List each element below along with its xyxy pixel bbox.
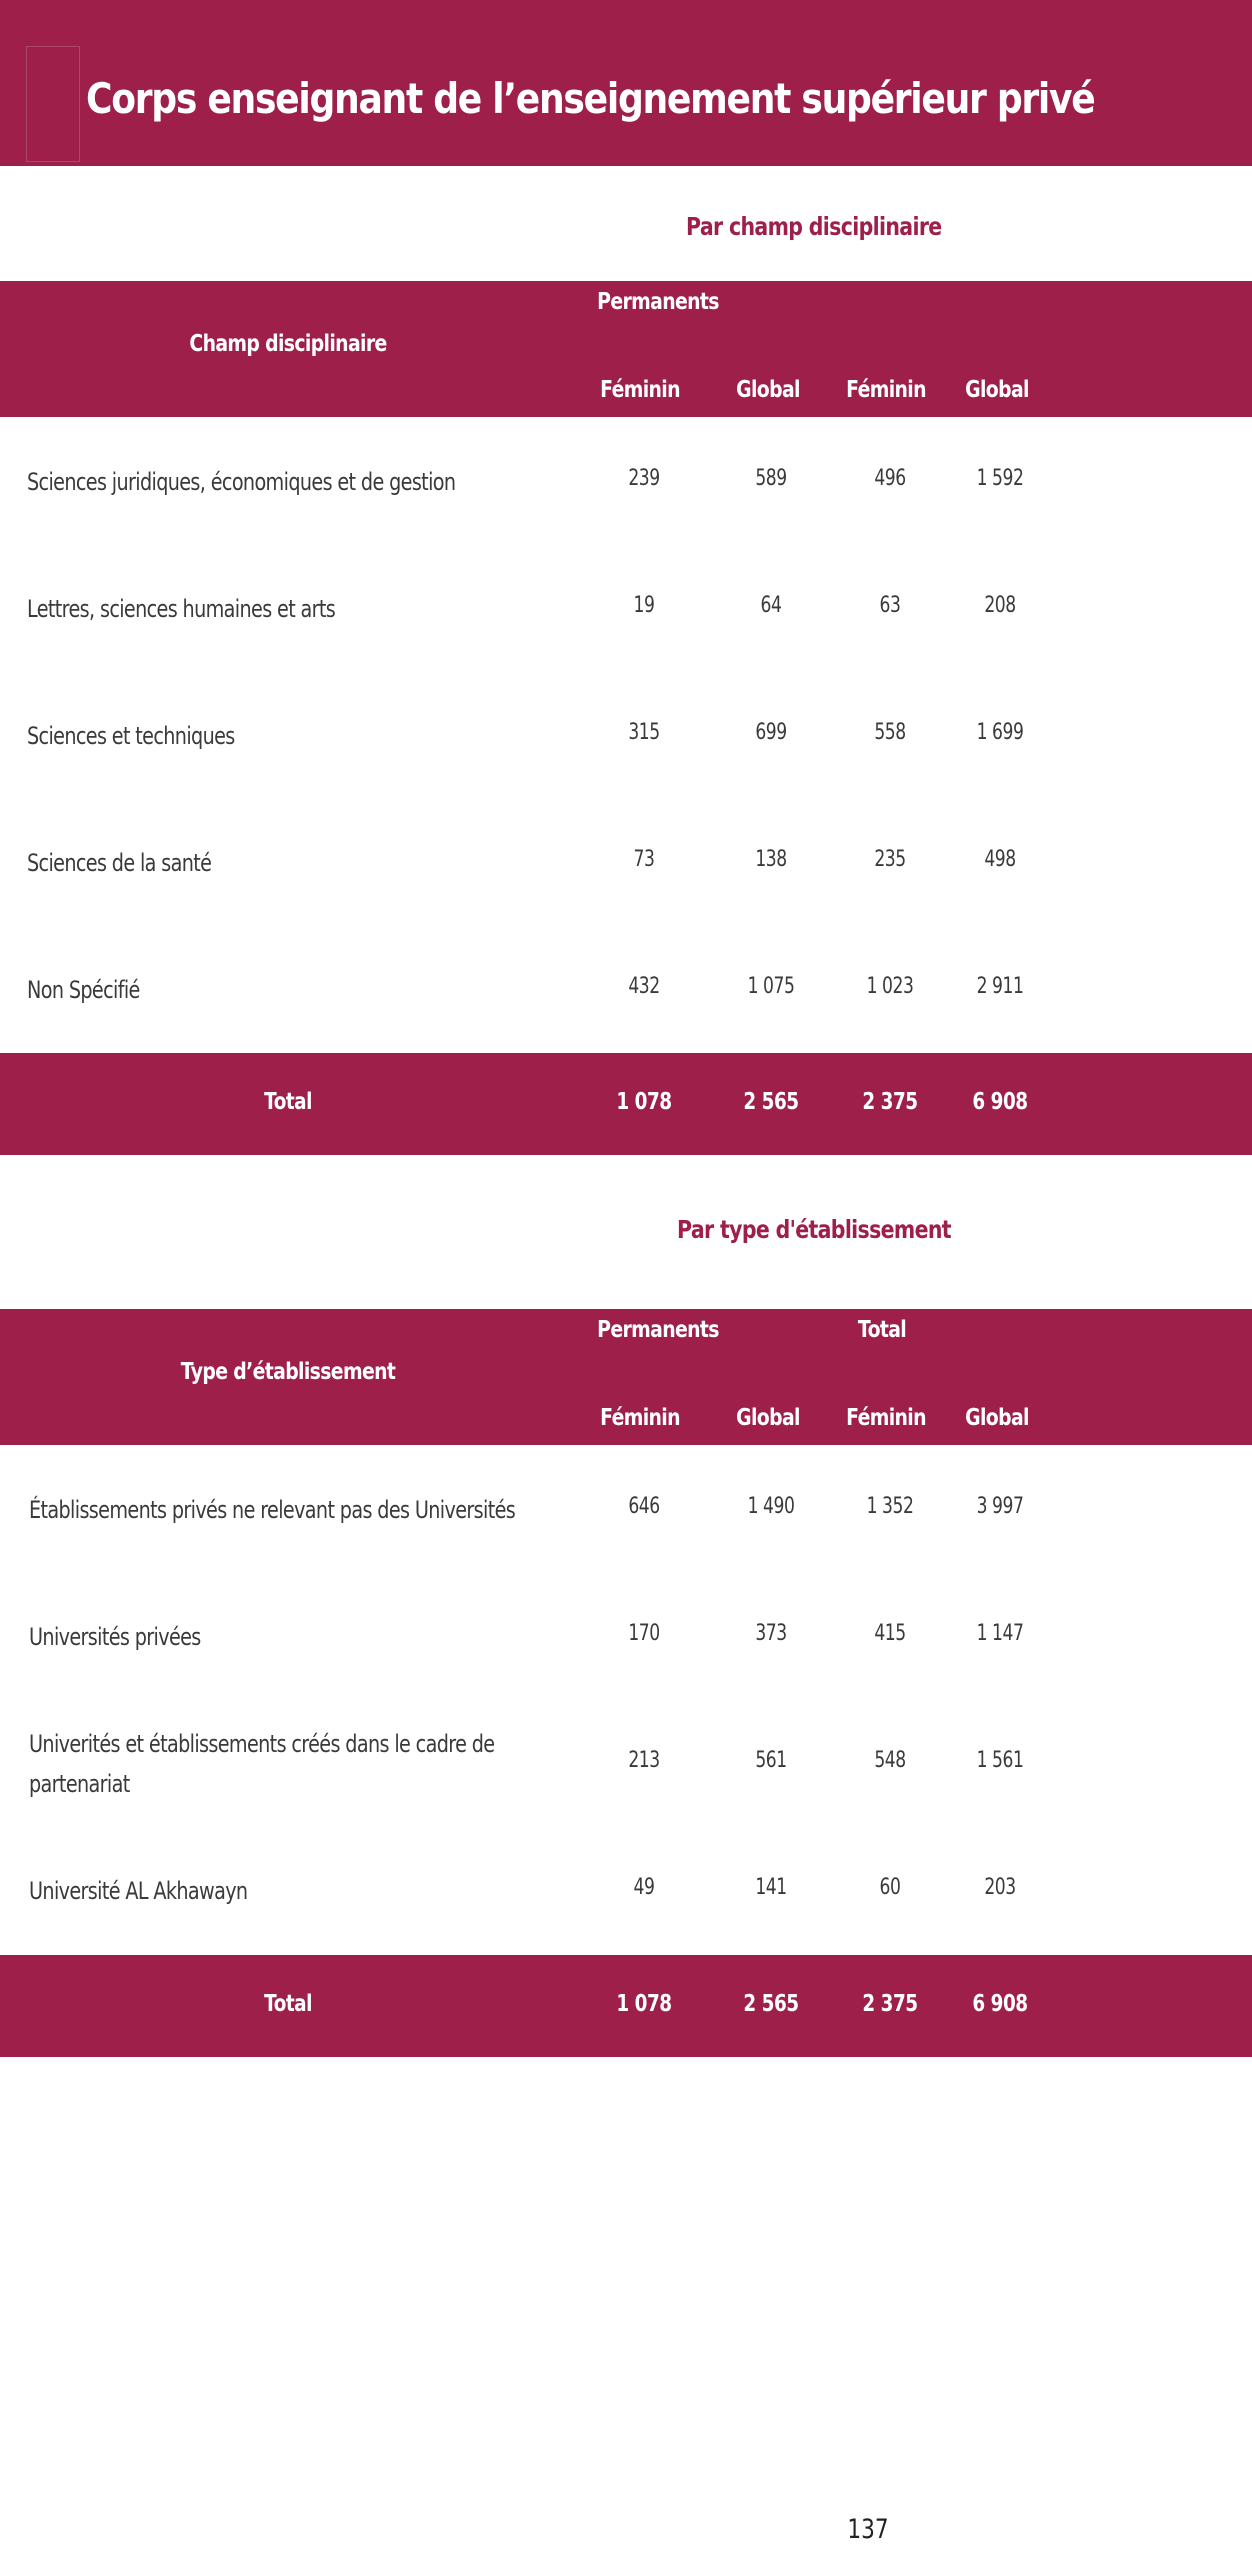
cell: 561 (755, 1748, 787, 1773)
cell: 63 (879, 593, 901, 618)
cell: 315 (628, 720, 660, 745)
total-cell: 1 078 (616, 1089, 672, 1115)
group-header-permanents: Permanents (597, 289, 719, 315)
cell: 239 (628, 466, 660, 491)
total-cell: 2 375 (862, 1991, 918, 2017)
cell: 415 (874, 1621, 906, 1646)
row-label: Sciences de la santé (27, 849, 212, 877)
cell: 60 (879, 1875, 901, 1900)
page-number: 137 (847, 2514, 889, 2545)
cell: 1 075 (747, 974, 795, 999)
total-cell: 6 908 (972, 1089, 1028, 1115)
section-title-champ (0, 212, 1252, 241)
col-header-global: Global (736, 1405, 800, 1431)
row-label: Établissements privés ne relevant pas des Universités (29, 1496, 516, 1524)
cell: 49 (633, 1875, 655, 1900)
total-row (0, 1955, 1252, 2057)
total-cell: 2 375 (862, 1089, 918, 1115)
cell: 589 (755, 466, 787, 491)
cell: 3 997 (976, 1494, 1024, 1519)
cell: 558 (874, 720, 906, 745)
cell: 432 (628, 974, 660, 999)
total-label: Total (264, 1089, 312, 1115)
row-label: Lettres, sciences humaines et arts (27, 595, 336, 623)
col-header-global-total: Global (965, 377, 1029, 403)
cell: 208 (984, 593, 1016, 618)
group-header-permanents: Permanents (597, 1317, 719, 1343)
row-label: Sciences juridiques, économiques et de gestion (27, 468, 456, 496)
cell: 1 147 (976, 1621, 1024, 1646)
cell: 1 592 (976, 466, 1024, 491)
cell: 141 (755, 1875, 787, 1900)
cell: 498 (984, 847, 1016, 872)
cell: 64 (760, 593, 782, 618)
total-cell: 6 908 (972, 1991, 1028, 2017)
table-header (0, 281, 1252, 417)
cell: 548 (874, 1748, 906, 1773)
col-header-feminin: Féminin (600, 377, 680, 403)
cell: 1 561 (976, 1748, 1024, 1773)
section-title-text: Par type d'établissement (677, 1215, 951, 1244)
col-header-feminin: Féminin (600, 1405, 680, 1431)
cell: 496 (874, 466, 906, 491)
cell: 373 (755, 1621, 787, 1646)
section-title-text: Par champ disciplinaire (686, 212, 942, 241)
cell: 2 911 (976, 974, 1024, 999)
table-header (0, 1309, 1252, 1445)
total-cell: 2 565 (743, 1991, 799, 2017)
row-label: Université AL Akhawayn (29, 1877, 248, 1905)
cell: 1 699 (976, 720, 1024, 745)
row-header: Type d’établissement (180, 1359, 396, 1385)
cell: 19 (633, 593, 655, 618)
cell: 1 352 (866, 1494, 914, 1519)
row-label: Non Spécifié (27, 976, 140, 1004)
cell: 1 490 (747, 1494, 795, 1519)
row-label: Universités privées (29, 1623, 201, 1651)
section-title-type (0, 1215, 1252, 1244)
cell: 213 (628, 1748, 660, 1773)
col-header-feminin-total: Féminin (846, 1405, 926, 1431)
total-cell: 1 078 (616, 1991, 672, 2017)
cell: 646 (628, 1494, 660, 1519)
total-cell: 2 565 (743, 1089, 799, 1115)
col-header-global: Global (736, 377, 800, 403)
row-label: Univerités et établissements créés dans le cadre de partenariat (29, 1730, 495, 1798)
cell: 235 (874, 847, 906, 872)
col-header-global-total: Global (965, 1405, 1029, 1431)
cell: 203 (984, 1875, 1016, 1900)
total-row (0, 1053, 1252, 1155)
page-title: Corps enseignant de l’enseignement supérieur privé (86, 74, 1095, 123)
row-label: Sciences et techniques (27, 722, 235, 750)
banner-frame (26, 46, 80, 162)
total-label: Total (264, 1991, 312, 2017)
title-banner (0, 0, 1252, 166)
cell: 699 (755, 720, 787, 745)
col-header-feminin-total: Féminin (846, 377, 926, 403)
row-header: Champ disciplinaire (189, 331, 387, 357)
cell: 138 (755, 847, 787, 872)
cell: 170 (628, 1621, 660, 1646)
group-header-total: Total (857, 1317, 907, 1343)
cell: 1 023 (866, 974, 914, 999)
cell: 73 (633, 847, 655, 872)
